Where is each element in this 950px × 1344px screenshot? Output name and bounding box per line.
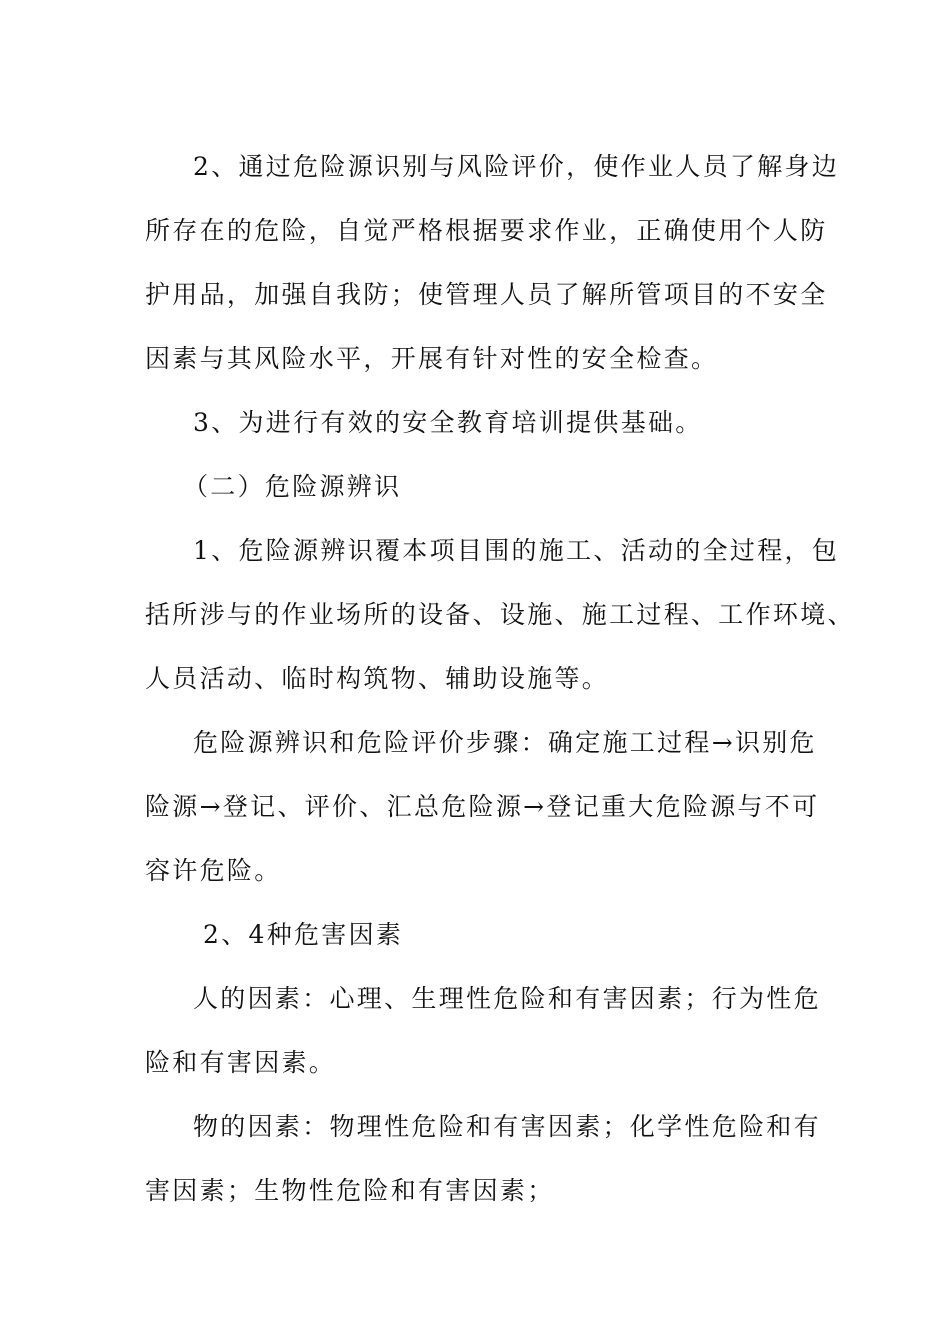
paragraph-2-line-2: 所存在的危险，自觉严格根据要求作业，正确使用个人防	[145, 216, 828, 245]
paragraph-3: 3、为进行有效的安全教育培训提供基础。	[193, 408, 703, 437]
steps-paragraph-line-2: 险源→登记、评价、汇总危险源→登记重大危险源与不可	[145, 792, 820, 821]
paragraph-2-line-4: 因素与其风险水平，开展有针对性的安全检查。	[145, 344, 719, 373]
material-factors-line-1: 物的因素：物理性危险和有害因素；化学性危险和有	[193, 1112, 821, 1141]
paragraph-1-line-1: 1、危险源辨识覆本项目围的施工、活动的全过程，包	[193, 536, 840, 565]
section-heading-hazard-identification: （二）危险源辨识	[183, 472, 402, 501]
paragraph-2-line-3: 护用品，加强自我防；使管理人员了解所管项目的不安全	[145, 280, 828, 309]
paragraph-2-line-1: 2、通过危险源识别与风险评价，使作业人员了解身边	[193, 152, 840, 181]
paragraph-1-line-2: 括所涉与的作业场所的设备、设施、施工过程、工作环境、	[145, 600, 855, 629]
paragraph-1-line-3: 人员活动、临时构筑物、辅助设施等。	[145, 664, 610, 693]
human-factors-line-1: 人的因素：心理、生理性危险和有害因素；行为性危	[193, 984, 821, 1013]
steps-paragraph-line-1: 危险源辨识和危险评价步骤：确定施工过程→识别危	[193, 728, 817, 757]
subheading-four-hazard-factors: 2、4种危害因素	[203, 920, 404, 949]
steps-paragraph-line-3: 容许危险。	[145, 856, 282, 885]
material-factors-line-2: 害因素；生物性危险和有害因素；	[145, 1176, 555, 1205]
human-factors-line-2: 险和有害因素。	[145, 1048, 337, 1077]
